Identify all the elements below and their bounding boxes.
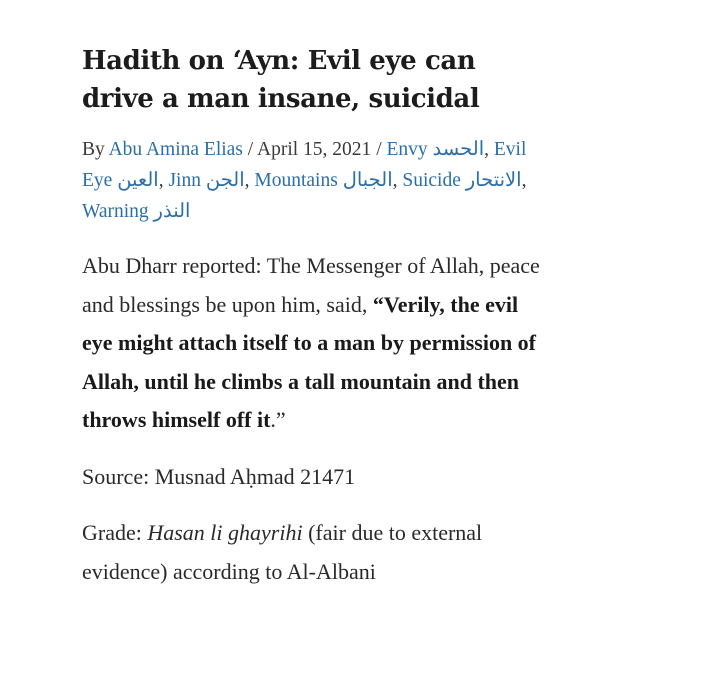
category-link-warning[interactable]: Warning النذر [82,201,191,222]
meta-separator: / [376,139,382,160]
hadith-intro: Abu Dharr reported: The Messenger of Allah, peace and blessings be upon him, said, [82,253,540,317]
category-link-jinn[interactable]: Jinn الجن [168,170,245,191]
hadith-open-quote: “ [372,291,384,317]
grade-value: Hasan li ghayrihi [147,520,303,545]
hadith-quote-text: Verily, the evil eye might attach itself to a man by permission of Allah, until he climbs a tall mountain and then throws himself off it [82,291,537,432]
byline-by-label: By [82,139,105,160]
article [82,42,552,591]
meta-separator: / [247,139,254,160]
article-title: Hadith on ‘Ayn: Evil eye can drive a man insane, suicidal [82,46,480,114]
hadith-text [82,247,552,440]
hadith-source: Source: Musnad Aḥmad 21471 [82,463,356,489]
grade-label: Grade: [82,520,148,545]
category-link-mountains[interactable]: Mountains الجبال [254,170,393,191]
grade-explanation: (fair due to external evidence) according to Al-Albani [82,520,483,584]
author-link[interactable]: Abu Amina Elias [108,139,243,160]
category-link-suicide[interactable]: Suicide الانتحار [402,170,522,191]
hadith-grade [82,514,552,591]
category-link-evil-eye[interactable]: Evil Eye العين [82,139,527,191]
post-date: April 15, 2021 [257,139,372,160]
hadith-close-quote: .” [270,407,286,432]
category-link-envy[interactable]: Envy الحسد [386,139,485,160]
post-meta: By Abu Amina Elias / April 15, 2021 / Envy الحسد, Evil Eye العين, Jinn الجن, Mountains الجبال, Suicide الانتحار, Warning النذر [82,139,527,222]
